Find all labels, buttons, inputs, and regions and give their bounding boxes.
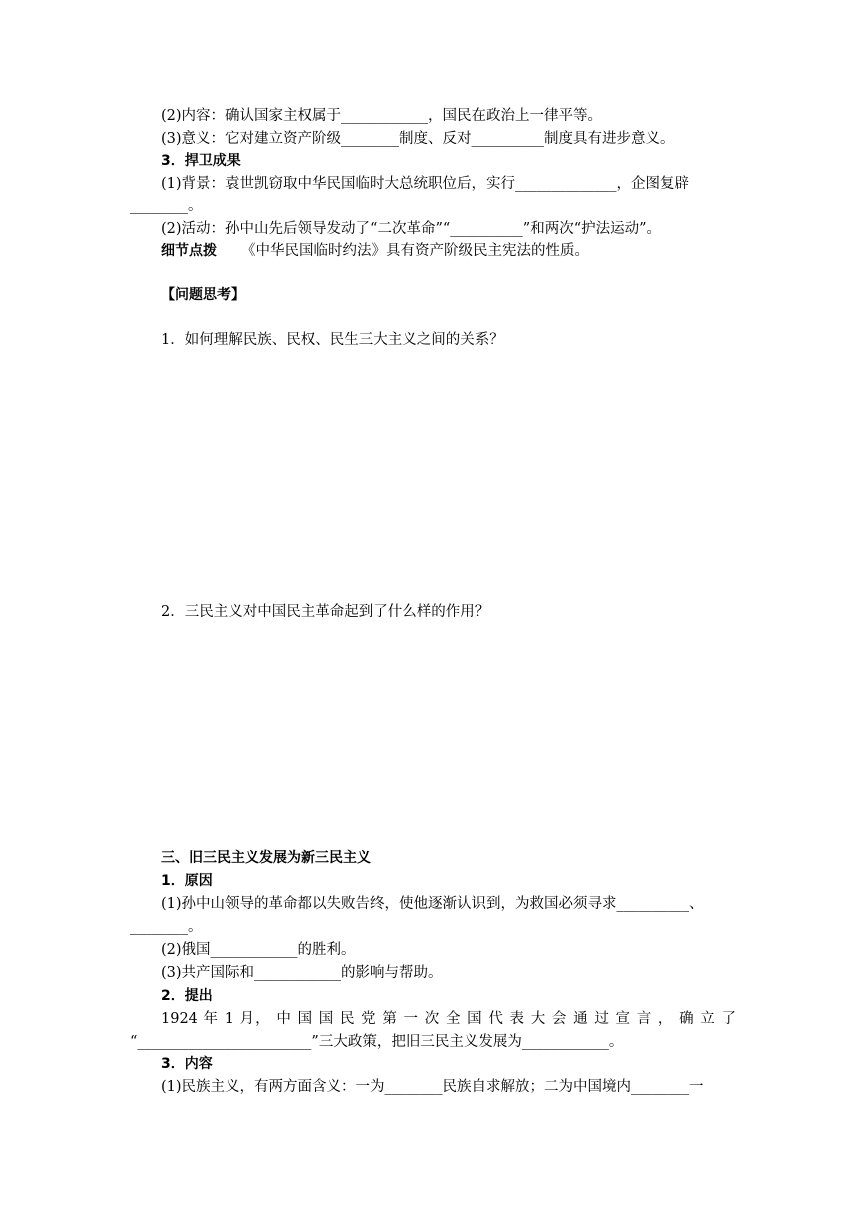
section-question-thinking: 【问题思考】 <box>161 287 245 303</box>
section-heading-3: 三、旧三民主义发展为新三民主义 <box>161 850 371 866</box>
question-1: 1．如何理解民族、民权、民生三大主义之间的关系？ <box>161 332 504 348</box>
cause-line-2: (2)俄国____________的胜利。 <box>161 942 356 958</box>
activity-line: (2)活动：孙中山先后领导发动了“二次革命”“__________”和两次“护法运动”。 <box>161 221 662 237</box>
question-2: 2．三民主义对中国民主革命起到了什么样的作用？ <box>161 604 490 620</box>
cause-line-1-continued: ________。 <box>130 919 203 935</box>
subheading-content: 3．内容 <box>161 1056 213 1072</box>
background-line-continued: ________。 <box>130 198 203 214</box>
cause-line-3: (3)共产国际和____________的影响与帮助。 <box>161 965 443 981</box>
subheading-proposal: 2．提出 <box>161 988 213 1004</box>
subheading-defend-results: 3．捍卫成果 <box>161 153 241 169</box>
detail-note-label: 细节点拨 <box>161 243 217 259</box>
proposal-line-2: “________________________”三大政策，把旧三民主义发展为____________。 <box>130 1034 624 1050</box>
significance-line: (3)意义：它对建立资产阶级________制度、反对__________制度具有进步意义。 <box>161 131 675 147</box>
cause-line-1: (1)孙中山领导的革命都以失败告终，使他逐渐认识到，为救国必须寻求__________、 <box>161 896 704 912</box>
detail-note-text: 《中华民国临时约法》具有资产阶级民主宪法的性质。 <box>241 243 589 259</box>
subheading-cause: 1．原因 <box>161 873 213 889</box>
detail-note <box>130 241 767 261</box>
content-line: (2)内容：确认国家主权属于____________，国民在政治上一律平等。 <box>161 108 603 124</box>
content-nationalism-line: (1)民族主义，有两方面含义：一为________民族自求解放；二为中国境内________一 <box>161 1079 704 1095</box>
proposal-line-1: 1924 年 1 月， 中 国 国 民 党 第 一 次 全 国 代 表 大 会 通 过 宣 言 ， 确 立 了 <box>161 1011 736 1027</box>
background-line: (1)背景：袁世凯窃取中华民国临时大总统职位后，实行______________，企图复辟 <box>161 176 690 192</box>
